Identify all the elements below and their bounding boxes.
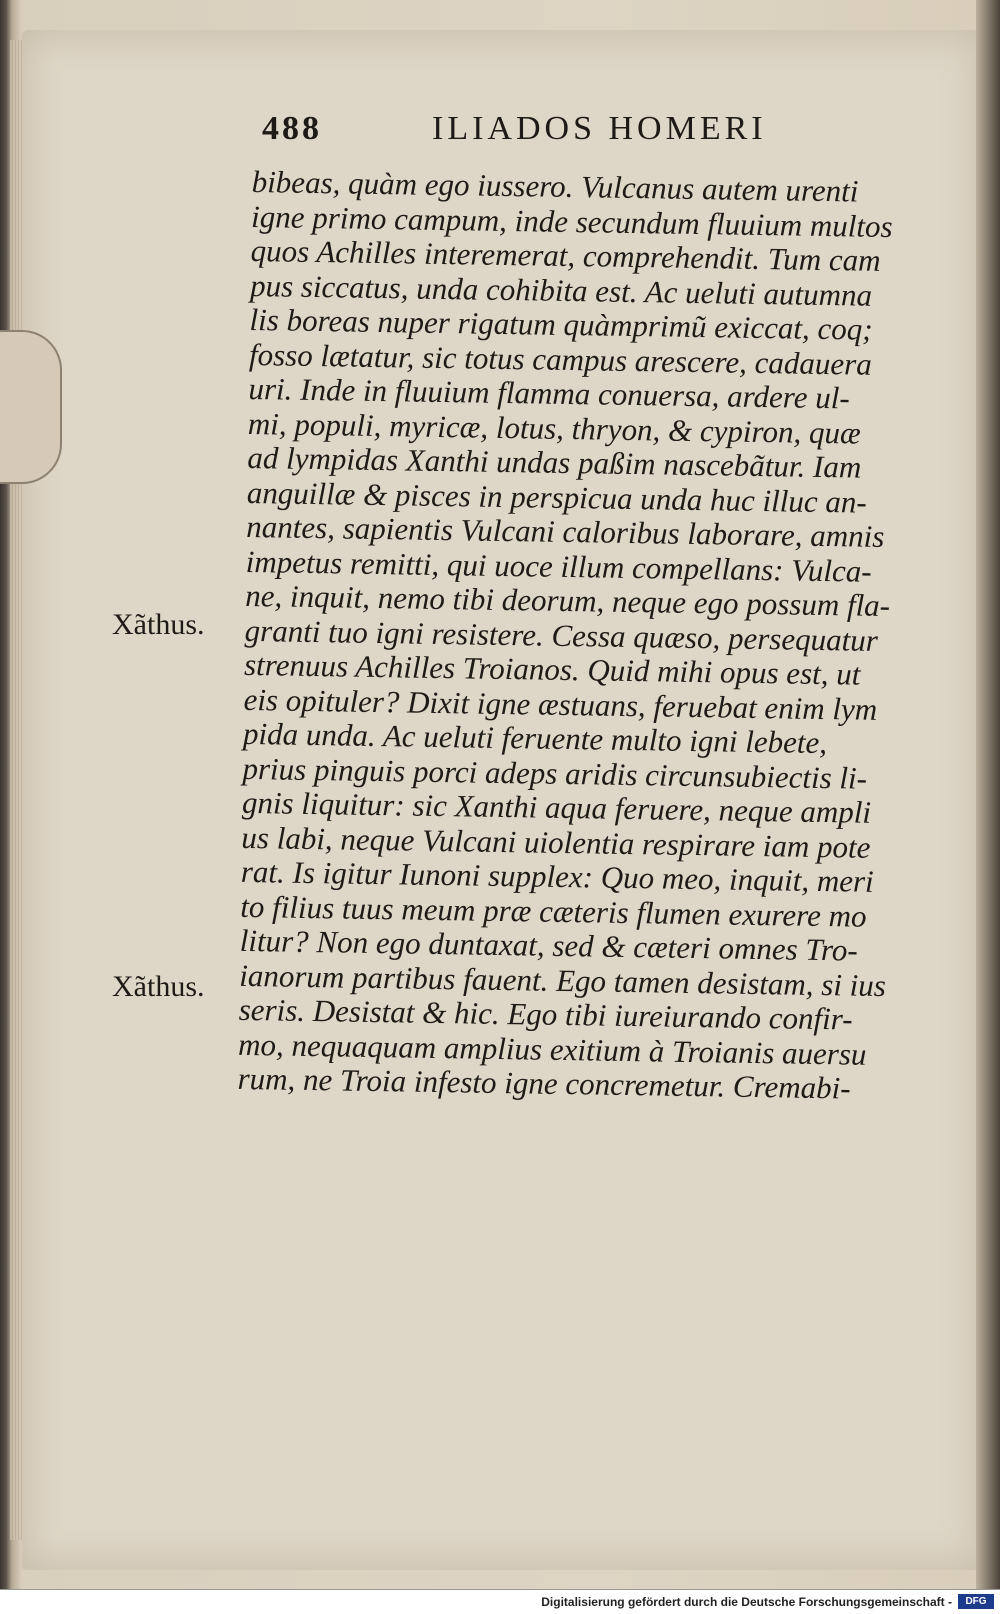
margin-note: Xãthus. (112, 970, 205, 1003)
page-number: 488 (262, 110, 322, 147)
body-line: bibeas, quàm ego iussero. Vulcanus autem urenti (251, 164, 859, 209)
binding-shadow (976, 0, 1000, 1590)
body-line: nantes, sapientis Vulcani caloribus laborare, amnis (246, 508, 885, 554)
margin-note: Xãthus. (112, 608, 205, 641)
body-line: impetus remitti, qui uoce illum compellans: Vulca- (245, 543, 872, 589)
body-line: strenuus Achilles Troianos. Quid mihi opus est, ut (243, 646, 861, 692)
dfg-logo-icon: DFG (958, 1594, 994, 1609)
body-line: to filius tuus meum præ cæteris flumen exurere mo (240, 888, 867, 934)
body-line: quos Achilles interemerat, comprehendit. Tum cam (250, 232, 881, 278)
body-line: seris. Desistat & hic. Ego tibi iureiurando confir- (238, 991, 853, 1037)
body-line: anguillæ & pisces in perspicua unda huc illuc an- (246, 474, 868, 520)
body-line: granti tuo igni resistere. Cessa quæso, persequatur (244, 612, 879, 658)
body-line: pus siccatus, unda cohibita est. Ac ueluti autumna (249, 267, 873, 313)
footer-credit: Digitalisierung gefördert durch die Deutsche Forschungsgemeinschaft - (541, 1595, 952, 1609)
body-line: rat. Is igitur Iunoni supplex: Quo meo, inquit, meri (240, 853, 874, 899)
body-line: fosso lætatur, sic totus campus arescere, cadauera (248, 336, 873, 382)
body-line: eis opituler? Dixit igne æstuans, feruebat enim lym (243, 681, 878, 727)
body-line: ad lympidas Xanthi undas paßim nascebãtur. Iam (247, 439, 862, 485)
body-text (237, 165, 932, 1107)
body-line: lis boreas nuper rigatum quàmprimũ exiccat, coq; (249, 301, 873, 347)
body-line: gnis liquitur: sic Xanthi aqua feruere, neque ampli (241, 784, 872, 830)
body-line: igne primo campum, inde secundum fluuium multos (250, 198, 893, 244)
body-line: mi, populi, myricæ, lotus, thryon, & cypiron, quæ (247, 405, 861, 451)
body-line: rum, ne Troia infesto igne concremetur. Cremabi- (237, 1060, 851, 1106)
body-line: ianorum partibus fauent. Ego tamen desistam, si ius (239, 957, 887, 1003)
body-line: litur? Non ego duntaxat, sed & cæteri omnes Tro- (239, 922, 859, 968)
body-line: pida unda. Ac ueluti feruente multo igni lebete, (242, 715, 828, 761)
footer-bar (0, 1589, 1000, 1614)
page-header (262, 110, 942, 160)
body-line: prius pinguis porci adeps aridis circunsubiectis li- (242, 750, 868, 796)
body-line: ne, inquit, nemo tibi deorum, neque ego possum fla- (244, 577, 891, 624)
running-head: ILIADOS HOMERI (432, 110, 767, 147)
bookmark-tab (0, 330, 62, 484)
body-line: uri. Inde in fluuium flamma conuersa, ardere ul- (248, 370, 850, 416)
body-line: mo, nequaquam amplius exitium à Troianis auersu (237, 1026, 867, 1072)
body-line: us labi, neque Vulcani uiolentia respirare iam pote (241, 819, 871, 865)
